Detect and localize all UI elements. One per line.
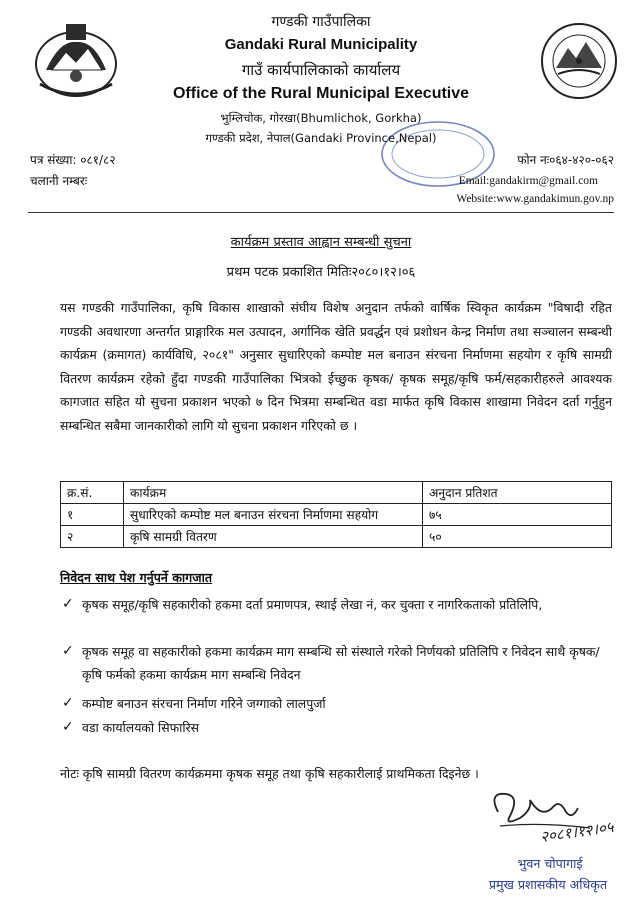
email-address: Email:gandakirm@gmail.com — [458, 175, 598, 187]
office-name-english: Office of the Rural Municipal Executive — [172, 85, 470, 102]
notice-body: यस गण्डकी गाउँपालिका, कृषि विकास शाखाको संघीय विशेष अनुदान तर्फको वार्षिक स्विकृत कार्यक्रम "विषादी रहित गण्डकी अवधारणा अन्तर्गत प्राङ्गारिक मल उत्पादन, अर्गानिक खेति प्रवर्द्धन एवं प्रशोधन केन्द्र निर्माण तथा सञ्चालन सम्बन्धी कार्यक्रम (क्रमागत) कार्यविधि, २०८१" अनुसार सुधारिएको कम्पोष्ट मल बनाउन संरचना निर्माणमा सहयोग र कृषि सामग्री वितरण कार्यक्रम रहेको हुँदा गण्डकी गाउँपालिका भित्रको ईच्छुक कृषक/ कृषक समूह/कृषि फर्म/सहकारीहरुले आवश्यक कागजात सहित यो सुचना प्रकाशन भएको ७ दिन भित्रमा सम्बन्धित वडा मार्फत कृषि विकास शाखामा निवेदन दर्ता गर्नुहुन सम्बन्धित सबैमा जानकारीको लागि यो सुचना प्रकाशन गरिएको छ । — [60, 300, 612, 433]
notice-subject: कार्यक्रम प्रस्ताव आह्वान सम्बन्धी सुचना — [230, 235, 412, 250]
column-header: कार्यक्रम — [124, 482, 423, 504]
table-cell: कृषि सामग्री वितरण — [124, 526, 423, 548]
website-address: Website:www.gandakimun.gov.np — [456, 193, 614, 205]
header-divider — [28, 212, 614, 213]
signatory-name: भुवन चोपागाई — [517, 856, 583, 871]
documents-heading: निवेदन साथ पेश गर्नुपर्ने कागजात — [60, 570, 213, 585]
province-line: गण्डकी प्रदेश, नेपाल(Gandaki Province,Nepal) — [205, 131, 437, 145]
publish-date: प्रथम पटक प्रकाशित मितिः२०८०।१२।०६ — [226, 265, 416, 280]
checkmark-icon: ✓ — [62, 719, 74, 735]
column-header: क्र.सं. — [61, 482, 124, 504]
municipality-name-english: Gandaki Rural Municipality — [224, 36, 418, 53]
municipality-name-nepali: गण्डकी गाउँपालिका — [271, 14, 371, 30]
phone-number: फोन नः०६४-४२०-०६२ — [517, 153, 614, 167]
table-cell: १ — [61, 504, 124, 526]
list-item-text: कम्पोष्ट बनाउन संरचना निर्माण गरिने जग्गाको लालपुर्जा — [82, 696, 326, 711]
table-header-row — [61, 482, 612, 504]
list-item — [62, 640, 612, 686]
checkmark-icon: ✓ — [62, 643, 74, 659]
table-cell: ५० — [423, 526, 612, 548]
list-item-text: वडा कार्यालयको सिफारिस — [82, 720, 200, 735]
list-item-text: कृषक समूह/कृषि सहकारीको हकमा दर्ता प्रमाणपत्र, स्थाई लेखा नं, कर चुक्ता र नागरिकताको प्रतिलिपि, — [82, 597, 543, 612]
priority-note: नोटः कृषि सामग्री वितरण कार्यक्रममा कृषक समूह तथा कृषि सहकारीलाई प्राथमिकता दिइनेछ । — [60, 766, 479, 781]
checkmark-icon: ✓ — [62, 695, 74, 711]
table-cell: ७५ — [423, 504, 612, 526]
column-header: अनुदान प्रतिशत — [423, 482, 612, 504]
signature-date: २०८१।१२।०५ — [539, 817, 615, 847]
table-cell: २ — [61, 526, 124, 548]
dispatch-number: चलानी नम्बरः — [30, 174, 88, 188]
list-item — [62, 593, 612, 616]
address-line: भुम्लिचोक, गोरखा(Bhumlichok, Gorkha) — [220, 111, 422, 125]
checkmark-icon: ✓ — [62, 596, 74, 612]
table-row — [61, 504, 612, 526]
table-row — [61, 526, 612, 548]
list-item — [62, 716, 612, 739]
list-item-text: कृषक समूह वा सहकारीको हकमा कार्यक्रम माग सम्बन्धि सो संस्थाले गरेको निर्णयको प्रतिलिपि र निवेदन साथै कृषक/कृषि फर्मको हकमा कार्यक्रम माग सम्बन्धि निवेदन — [82, 644, 600, 682]
program-table — [60, 481, 612, 548]
letter-number: पत्र संख्या: ०८१/८२ — [30, 153, 116, 167]
office-name-nepali: गाउँ कार्यपालिकाको कार्यालय — [241, 61, 401, 79]
signatory-title: प्रमुख प्रशासकीय अधिकृत — [488, 877, 608, 892]
list-item — [62, 692, 612, 715]
table-cell: सुधारिएको कम्पोष्ट मल बनाउन संरचना निर्माणमा सहयोग — [124, 504, 423, 526]
